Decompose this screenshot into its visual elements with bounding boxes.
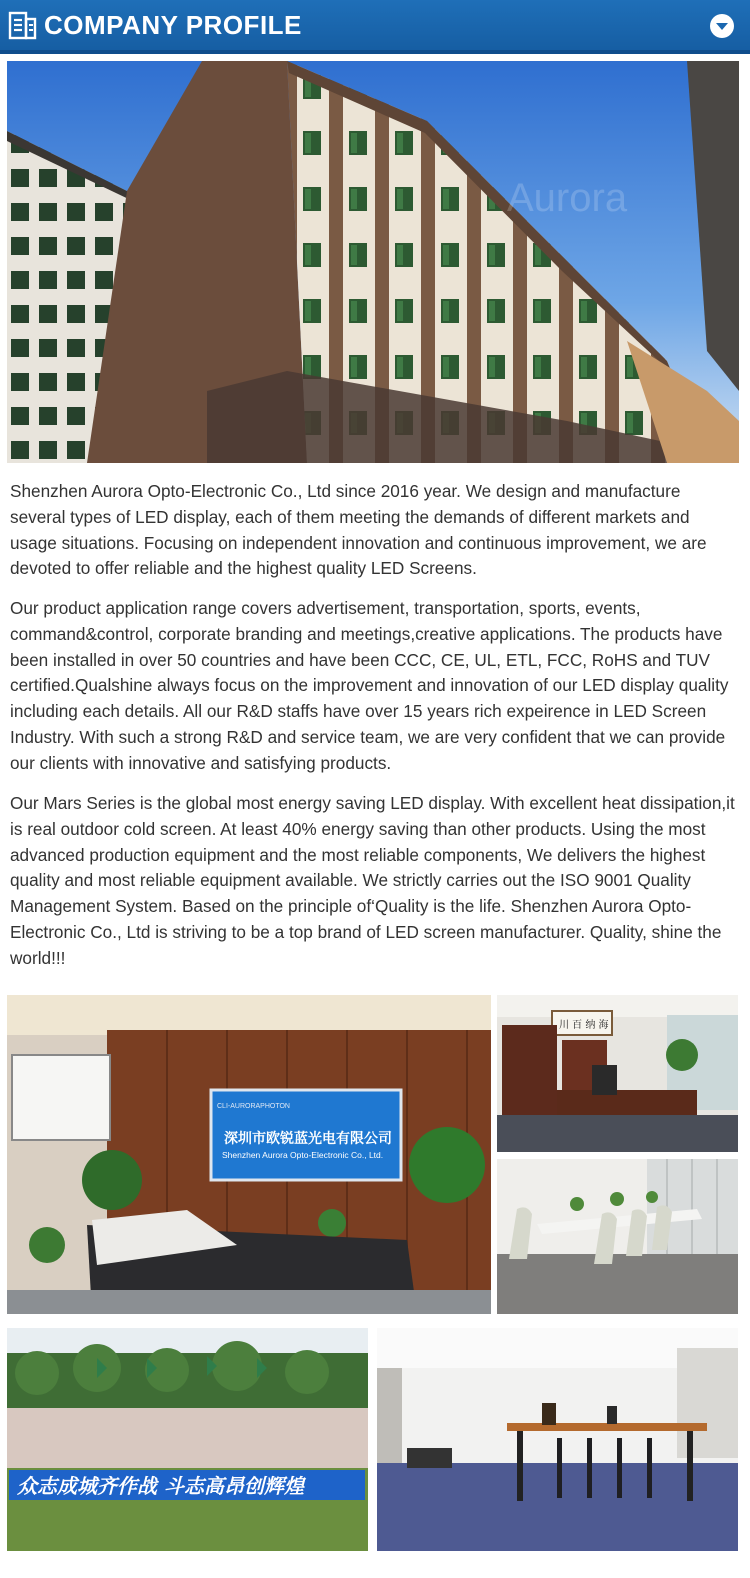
meeting-room-photo — [497, 1159, 738, 1314]
sign-chinese-text: 深圳市欧锐蓝光电有限公司 — [224, 1131, 392, 1147]
application-paragraph: Our product application range covers advertisement, transportation, sports, events, command&control, corporate branding and meetings,creative applications. The products have been installed in over 50 countries and have been CCC, CE, UL, ETL, FCC, RoHS and TUV certified.Qualshine always focus on the improvement and innovation of our LED display quality including each details. All our R&D staffs have over 15 years rich expeirence in LED Screen Industry. With such a strong R&D and service team, we are very confident that we can provide our clients with innovative and satisfying products. — [10, 598, 729, 773]
sign-brand-text: CLI-AURORAPHOTON — [217, 1103, 290, 1110]
lobby-photo — [7, 995, 491, 1314]
building-photo — [7, 61, 739, 463]
team-photo — [7, 1328, 368, 1551]
calligraphy-text: 川 百 纳 海 — [559, 1020, 609, 1031]
lounge-photo — [377, 1328, 738, 1551]
sign-english-text: Shenzhen Aurora Opto-Electronic Co., Ltd. — [222, 1150, 384, 1160]
watermark-text: Aurora — [507, 176, 628, 220]
office-photo — [497, 995, 738, 1152]
section-header — [0, 0, 750, 54]
document-icon — [8, 11, 38, 41]
team-banner-text: 众志成城齐作战 斗志高昂创辉煌 — [17, 1474, 304, 1498]
mars-series-paragraph: Our Mars Series is the global most energy saving LED display. With excellent heat dissipation,it is real outdoor cold screen. At least 40% energy saving than other products. Using the most advanced production equipment and the most reliable components, We delivers the highest quality and most reliable equipment available. We strictly carries out the ISO 9001 Quality Management System. Based on the principle of‘Quality is the life. Shenzhen Aurora Opto-Electronic Co., Ltd is striving to be a top brand of LED screen manufacturer. Quality, shine the world!!! — [10, 793, 735, 968]
intro-paragraph: Shenzhen Aurora Opto-Electronic Co., Ltd since 2016 year. We design and manufacture several types of LED display, each of them meeting the demands of different markets and usage situations. Focusing on independent innovation and continuous improvement, we are devoted to offer reliable and the highest quality LED Screens. — [10, 481, 707, 579]
page-title: COMPANY PROFILE — [44, 10, 302, 40]
chevron-down-icon[interactable] — [710, 14, 734, 38]
